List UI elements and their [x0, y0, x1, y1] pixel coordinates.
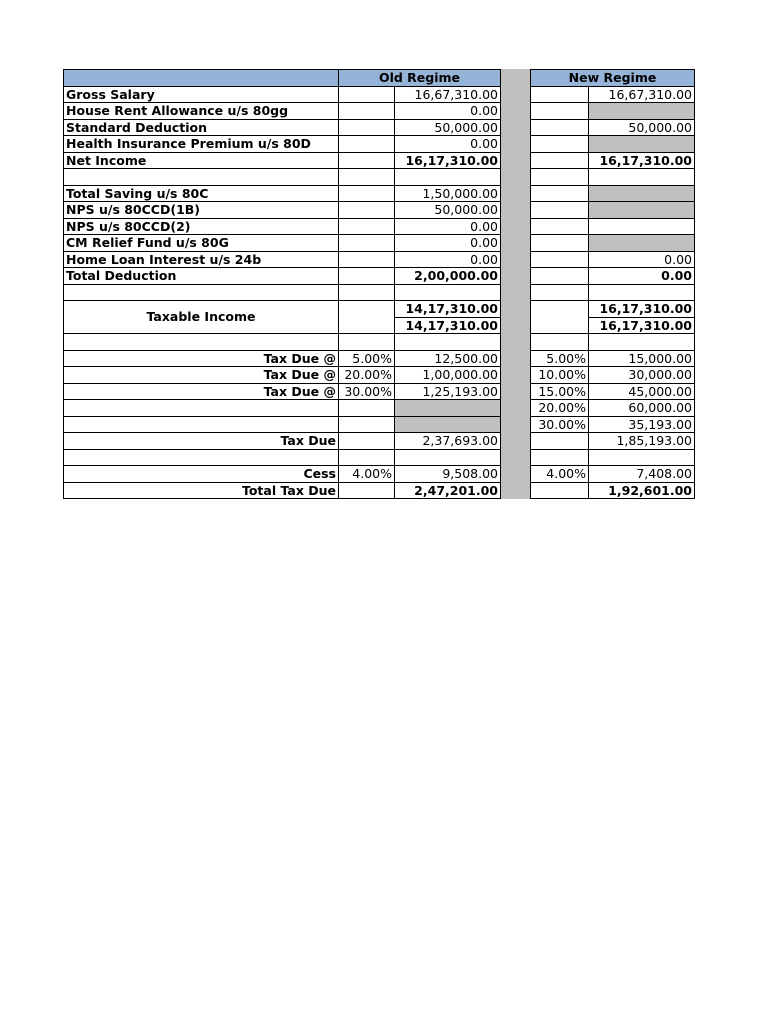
- new-rate-cell[interactable]: [530, 152, 589, 170]
- old-rate-cell[interactable]: [338, 482, 395, 500]
- row-label[interactable]: [63, 416, 339, 434]
- row-label[interactable]: Tax Due: [63, 432, 339, 450]
- new-amount-cell[interactable]: [588, 449, 695, 467]
- old-amount-cell[interactable]: 50,000.00: [394, 201, 501, 219]
- row-label[interactable]: Health Insurance Premium u/s 80D: [63, 135, 339, 153]
- old-rate-cell[interactable]: [338, 416, 395, 434]
- new-rate-cell[interactable]: [530, 119, 589, 137]
- old-amount-cell[interactable]: 16,67,310.00: [394, 86, 501, 104]
- old-rate-cell[interactable]: [338, 267, 395, 285]
- row-label[interactable]: NPS u/s 80CCD(1B): [63, 201, 339, 219]
- old-rate-cell[interactable]: [338, 218, 395, 236]
- row-label[interactable]: [63, 284, 339, 302]
- old-rate-cell[interactable]: 30.00%: [338, 383, 395, 401]
- old-amount-cell[interactable]: 1,25,193.00: [394, 383, 501, 401]
- new-rate-cell[interactable]: [530, 449, 589, 467]
- old-rate-cell[interactable]: [338, 102, 395, 120]
- old-regime-header[interactable]: Old Regime: [338, 69, 501, 87]
- new-amount-cell[interactable]: 0.00: [588, 267, 695, 285]
- new-rate-cell[interactable]: [530, 168, 589, 186]
- new-amount-cell[interactable]: 16,17,310.00: [588, 152, 695, 170]
- old-amount-cell[interactable]: 1,00,000.00: [394, 366, 501, 384]
- new-amount-cell[interactable]: [588, 284, 695, 302]
- new-amount-cell[interactable]: [588, 234, 695, 252]
- old-rate-cell[interactable]: [338, 300, 395, 334]
- old-rate-cell[interactable]: [338, 432, 395, 450]
- row-label[interactable]: Total Tax Due: [63, 482, 339, 500]
- row-label[interactable]: [63, 449, 339, 467]
- row-label[interactable]: CM Relief Fund u/s 80G: [63, 234, 339, 252]
- new-rate-cell[interactable]: 15.00%: [530, 383, 589, 401]
- new-amount-cell[interactable]: 45,000.00: [588, 383, 695, 401]
- old-rate-cell[interactable]: [338, 135, 395, 153]
- new-rate-cell[interactable]: [530, 102, 589, 120]
- old-rate-cell[interactable]: 20.00%: [338, 366, 395, 384]
- new-amount-cell[interactable]: 15,000.00: [588, 350, 695, 368]
- new-rate-cell[interactable]: [530, 267, 589, 285]
- regime-separator-column: [501, 69, 530, 499]
- old-amount-cell[interactable]: 2,47,201.00: [394, 482, 501, 500]
- new-rate-cell[interactable]: [530, 234, 589, 252]
- new-amount-cell[interactable]: 60,000.00: [588, 399, 695, 417]
- new-rate-cell[interactable]: 5.00%: [530, 350, 589, 368]
- new-amount-cell[interactable]: 1,92,601.00: [588, 482, 695, 500]
- old-rate-cell[interactable]: [338, 201, 395, 219]
- new-amount-cell[interactable]: [588, 168, 695, 186]
- old-amount-cell[interactable]: 1,50,000.00: [394, 185, 501, 203]
- row-label[interactable]: Total Saving u/s 80C: [63, 185, 339, 203]
- new-rate-cell[interactable]: [530, 218, 589, 236]
- old-amount-cell[interactable]: 0.00: [394, 234, 501, 252]
- old-amount-cell[interactable]: 12,500.00: [394, 350, 501, 368]
- old-amount-cell[interactable]: 0.00: [394, 102, 501, 120]
- old-rate-cell[interactable]: 5.00%: [338, 350, 395, 368]
- new-amount-cell[interactable]: 7,408.00: [588, 465, 695, 483]
- old-amount-cell[interactable]: 0.00: [394, 218, 501, 236]
- old-rate-cell[interactable]: 4.00%: [338, 465, 395, 483]
- new-rate-cell[interactable]: 20.00%: [530, 399, 589, 417]
- old-amount-cell[interactable]: 2,00,000.00: [394, 267, 501, 285]
- old-amount-cell[interactable]: 0.00: [394, 135, 501, 153]
- old-amount-cell[interactable]: [394, 284, 501, 302]
- old-amount-cell[interactable]: 2,37,693.00: [394, 432, 501, 450]
- old-rate-cell[interactable]: [338, 168, 395, 186]
- old-taxable-amount[interactable]: 14,17,310.00: [394, 317, 501, 335]
- new-rate-cell[interactable]: [530, 185, 589, 203]
- header-blank[interactable]: [63, 69, 339, 87]
- new-amount-cell[interactable]: [588, 333, 695, 351]
- old-amount-cell[interactable]: [394, 399, 501, 417]
- old-amount-cell[interactable]: [394, 449, 501, 467]
- old-amount-cell[interactable]: 16,17,310.00: [394, 152, 501, 170]
- row-label[interactable]: Tax Due @: [63, 383, 339, 401]
- new-rate-cell[interactable]: [530, 201, 589, 219]
- new-rate-cell[interactable]: [530, 482, 589, 500]
- new-rate-cell[interactable]: [530, 300, 589, 334]
- row-label[interactable]: NPS u/s 80CCD(2): [63, 218, 339, 236]
- new-rate-cell[interactable]: [530, 432, 589, 450]
- old-rate-cell[interactable]: [338, 399, 395, 417]
- row-label[interactable]: Net Income: [63, 152, 339, 170]
- new-rate-cell[interactable]: 10.00%: [530, 366, 589, 384]
- new-amount-cell[interactable]: [588, 218, 695, 236]
- new-rate-cell[interactable]: 4.00%: [530, 465, 589, 483]
- taxable-income-label[interactable]: Taxable Income: [63, 300, 339, 334]
- new-taxable-amount[interactable]: 16,17,310.00: [588, 300, 695, 318]
- new-amount-cell[interactable]: [588, 102, 695, 120]
- old-taxable-amount[interactable]: 14,17,310.00: [394, 300, 501, 318]
- new-amount-cell[interactable]: [588, 185, 695, 203]
- old-rate-cell[interactable]: [338, 152, 395, 170]
- row-label[interactable]: Tax Due @: [63, 366, 339, 384]
- old-rate-cell[interactable]: [338, 333, 395, 351]
- old-rate-cell[interactable]: [338, 185, 395, 203]
- new-amount-cell[interactable]: [588, 201, 695, 219]
- new-amount-cell[interactable]: [588, 135, 695, 153]
- old-amount-cell[interactable]: 0.00: [394, 251, 501, 269]
- new-rate-cell[interactable]: [530, 86, 589, 104]
- row-label[interactable]: Gross Salary: [63, 86, 339, 104]
- old-amount-cell[interactable]: [394, 168, 501, 186]
- new-amount-cell[interactable]: 16,67,310.00: [588, 86, 695, 104]
- row-label[interactable]: Home Loan Interest u/s 24b: [63, 251, 339, 269]
- old-rate-cell[interactable]: [338, 284, 395, 302]
- old-rate-cell[interactable]: [338, 251, 395, 269]
- new-rate-cell[interactable]: 30.00%: [530, 416, 589, 434]
- old-amount-cell[interactable]: 50,000.00: [394, 119, 501, 137]
- row-label[interactable]: House Rent Allowance u/s 80gg: [63, 102, 339, 120]
- row-label[interactable]: [63, 168, 339, 186]
- old-amount-cell[interactable]: [394, 416, 501, 434]
- new-amount-cell[interactable]: 0.00: [588, 251, 695, 269]
- old-rate-cell[interactable]: [338, 119, 395, 137]
- row-label[interactable]: Tax Due @: [63, 350, 339, 368]
- tax-comparison-sheet: [63, 69, 694, 498]
- new-regime-header[interactable]: New Regime: [530, 69, 695, 87]
- new-taxable-amount[interactable]: 16,17,310.00: [588, 317, 695, 335]
- new-rate-cell[interactable]: [530, 284, 589, 302]
- old-rate-cell[interactable]: [338, 86, 395, 104]
- row-label[interactable]: Cess: [63, 465, 339, 483]
- new-rate-cell[interactable]: [530, 333, 589, 351]
- row-label[interactable]: Standard Deduction: [63, 119, 339, 137]
- new-amount-cell[interactable]: 35,193.00: [588, 416, 695, 434]
- old-rate-cell[interactable]: [338, 449, 395, 467]
- row-label[interactable]: [63, 333, 339, 351]
- row-label[interactable]: Total Deduction: [63, 267, 339, 285]
- new-amount-cell[interactable]: 50,000.00: [588, 119, 695, 137]
- old-amount-cell[interactable]: [394, 333, 501, 351]
- row-label[interactable]: [63, 399, 339, 417]
- old-amount-cell[interactable]: 9,508.00: [394, 465, 501, 483]
- old-rate-cell[interactable]: [338, 234, 395, 252]
- new-amount-cell[interactable]: 1,85,193.00: [588, 432, 695, 450]
- new-amount-cell[interactable]: 30,000.00: [588, 366, 695, 384]
- new-rate-cell[interactable]: [530, 135, 589, 153]
- new-rate-cell[interactable]: [530, 251, 589, 269]
